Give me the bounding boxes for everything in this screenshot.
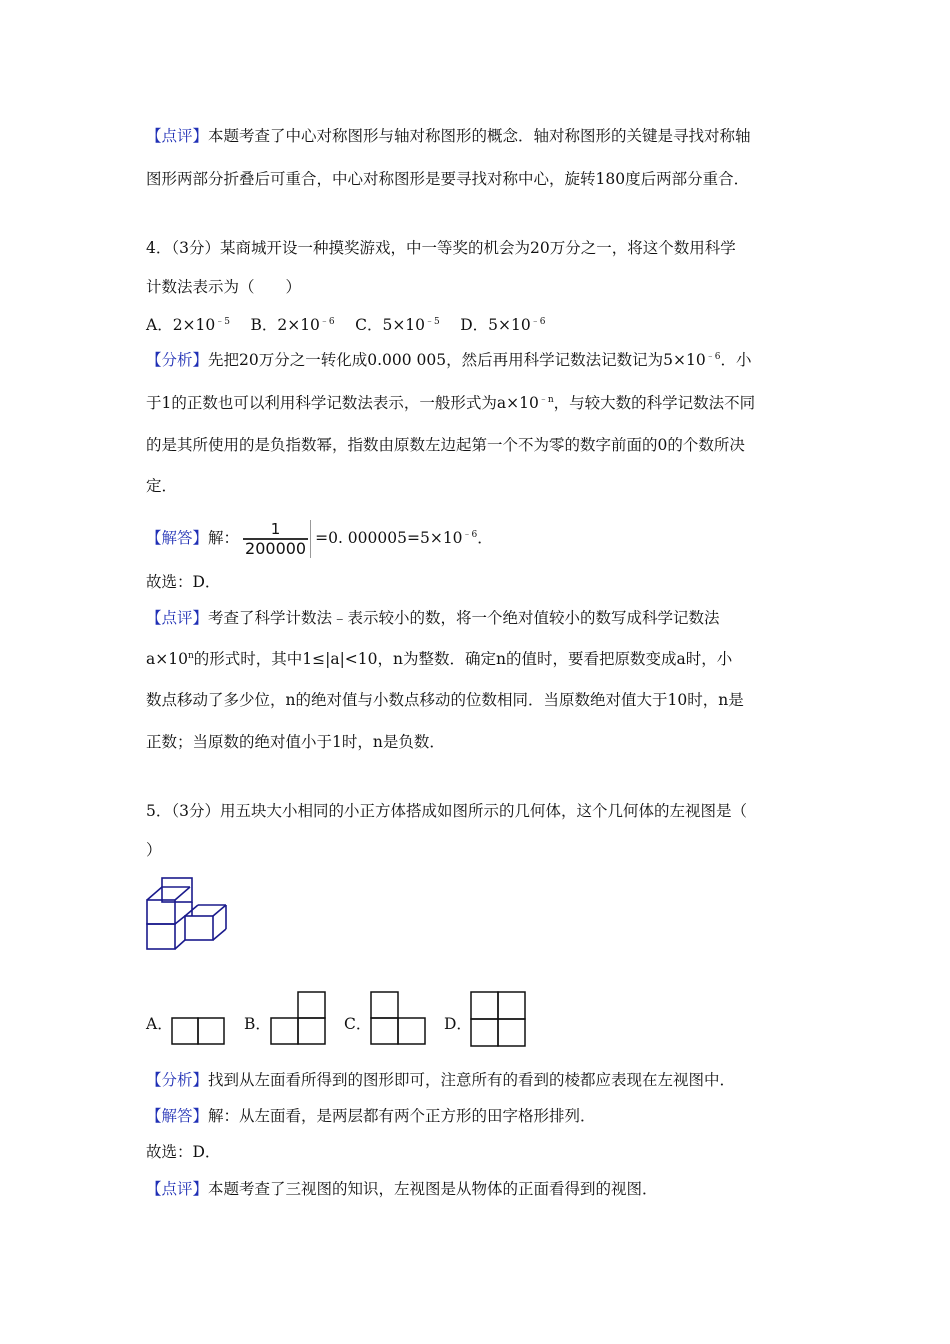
q4-comment-line-3: 数点移动了多少位，n的绝对值与小数点移动的位数相同．当原数绝对值大于10时，n是 xyxy=(146,691,744,709)
q5-analysis: 【分析】找到从左面看所得到的图形即可，注意所有的看到的棱都应表现在左视图中． xyxy=(146,1071,736,1089)
option-c: C．$5\times 10^{﹣5}$ xyxy=(355,316,440,334)
option-b: B．$2\times 10^{﹣6}$ xyxy=(250,316,335,334)
q4-comment-line-1: 【点评】考查了科学计数法﹣表示较小的数，将一个绝对值较小的数写成科学记数法 xyxy=(146,609,720,627)
q5-option-d-label: D． xyxy=(444,1015,472,1033)
option-d: D．$5\times 10^{﹣6}$ xyxy=(460,316,546,334)
q4-options xyxy=(146,315,545,335)
comment-line-1 xyxy=(146,126,751,146)
q5-stem-line-1: 5．（3分）用五块大小相同的小正方体搭成如图所示的几何体，这个几何体的左视图是（ xyxy=(146,802,747,820)
option-a: A．$2\times 10^{﹣5}$ xyxy=(146,316,231,334)
answer-tag: 【解答】 xyxy=(146,529,209,547)
q5-stem-line-2: ） xyxy=(146,841,162,859)
answer-tag: 【解答】 xyxy=(146,1107,209,1125)
q4-analysis-line-3: 的是其所使用的是负指数幂，指数由原数左边起第一个不为零的数字前面的0的个数所决 xyxy=(146,436,745,454)
analysis-tag: 【分析】 xyxy=(146,351,209,369)
q5-answer: 【解答】解：从左面看，是两层都有两个正方形的田字格形排列． xyxy=(146,1107,596,1125)
q4-answer-line: 【解答】解： $\frac{1}{200000}$ =0. $000005=5\times 10^{﹣6}$． xyxy=(146,520,493,558)
q5-choice: 故选：D． xyxy=(146,1143,221,1161)
q5-comment: 【点评】本题考查了三视图的知识，左视图是从物体的正面看得到的视图． xyxy=(146,1180,658,1198)
q5-option-b-label: B． xyxy=(244,1015,271,1033)
comment-text: 本题考查了中心对称图形与轴对称图形的概念．轴对称图形的关键是寻找对称轴 xyxy=(208,127,751,145)
q4-comment-line-4: 正数；当原数的绝对值小于1时，n是负数． xyxy=(146,733,445,751)
fraction: $\frac{1}{200000}$ xyxy=(243,520,311,558)
q4-comment-line-2: $a\times 10^n$的形式时，其中1≤|a|<10，n为整数．确定n的值时，要看把原数变成a时，小 xyxy=(146,650,733,668)
analysis-tag: 【分析】 xyxy=(146,1071,209,1089)
q4-analysis-line-1: 【分析】先把20万分之一转化成0.000 005，然后再用科学记数法记数记为$5\times 10^{﹣6}$．小 xyxy=(146,351,752,369)
q4-choice: 故选：D． xyxy=(146,573,221,591)
option-d-figure xyxy=(468,990,530,1048)
option-b-figure xyxy=(268,990,328,1046)
comment-tag: 【点评】 xyxy=(146,1180,209,1198)
q5-option-c-label: C． xyxy=(344,1015,372,1033)
comment-tag: 【点评】 xyxy=(146,127,209,145)
q4-stem-line-2: 计数法表示为（ ） xyxy=(146,278,302,296)
q4-analysis-line-2: 于1的正数也可以利用科学记数法表示，一般形式为$a\times 10^{﹣n}$，与较大数的科学记数法不同 xyxy=(146,394,756,412)
comment-tag: 【点评】 xyxy=(146,609,209,627)
q4-analysis-line-4: 定． xyxy=(146,477,178,495)
comment-line-2 xyxy=(146,169,749,189)
option-c-figure xyxy=(368,990,428,1046)
cube-stack-figure xyxy=(142,872,228,952)
option-a-figure xyxy=(170,1016,228,1046)
comment-text: 图形两部分折叠后可重合，中心对称图形是要寻找对称中心，旋转180度后两部分重合． xyxy=(146,170,750,188)
q5-option-a-label: A． xyxy=(146,1015,173,1033)
q4-stem-line-1: 4．（3分）某商城开设一种摸奖游戏，中一等奖的机会为20万分之一，将这个数用科学 xyxy=(146,239,736,257)
